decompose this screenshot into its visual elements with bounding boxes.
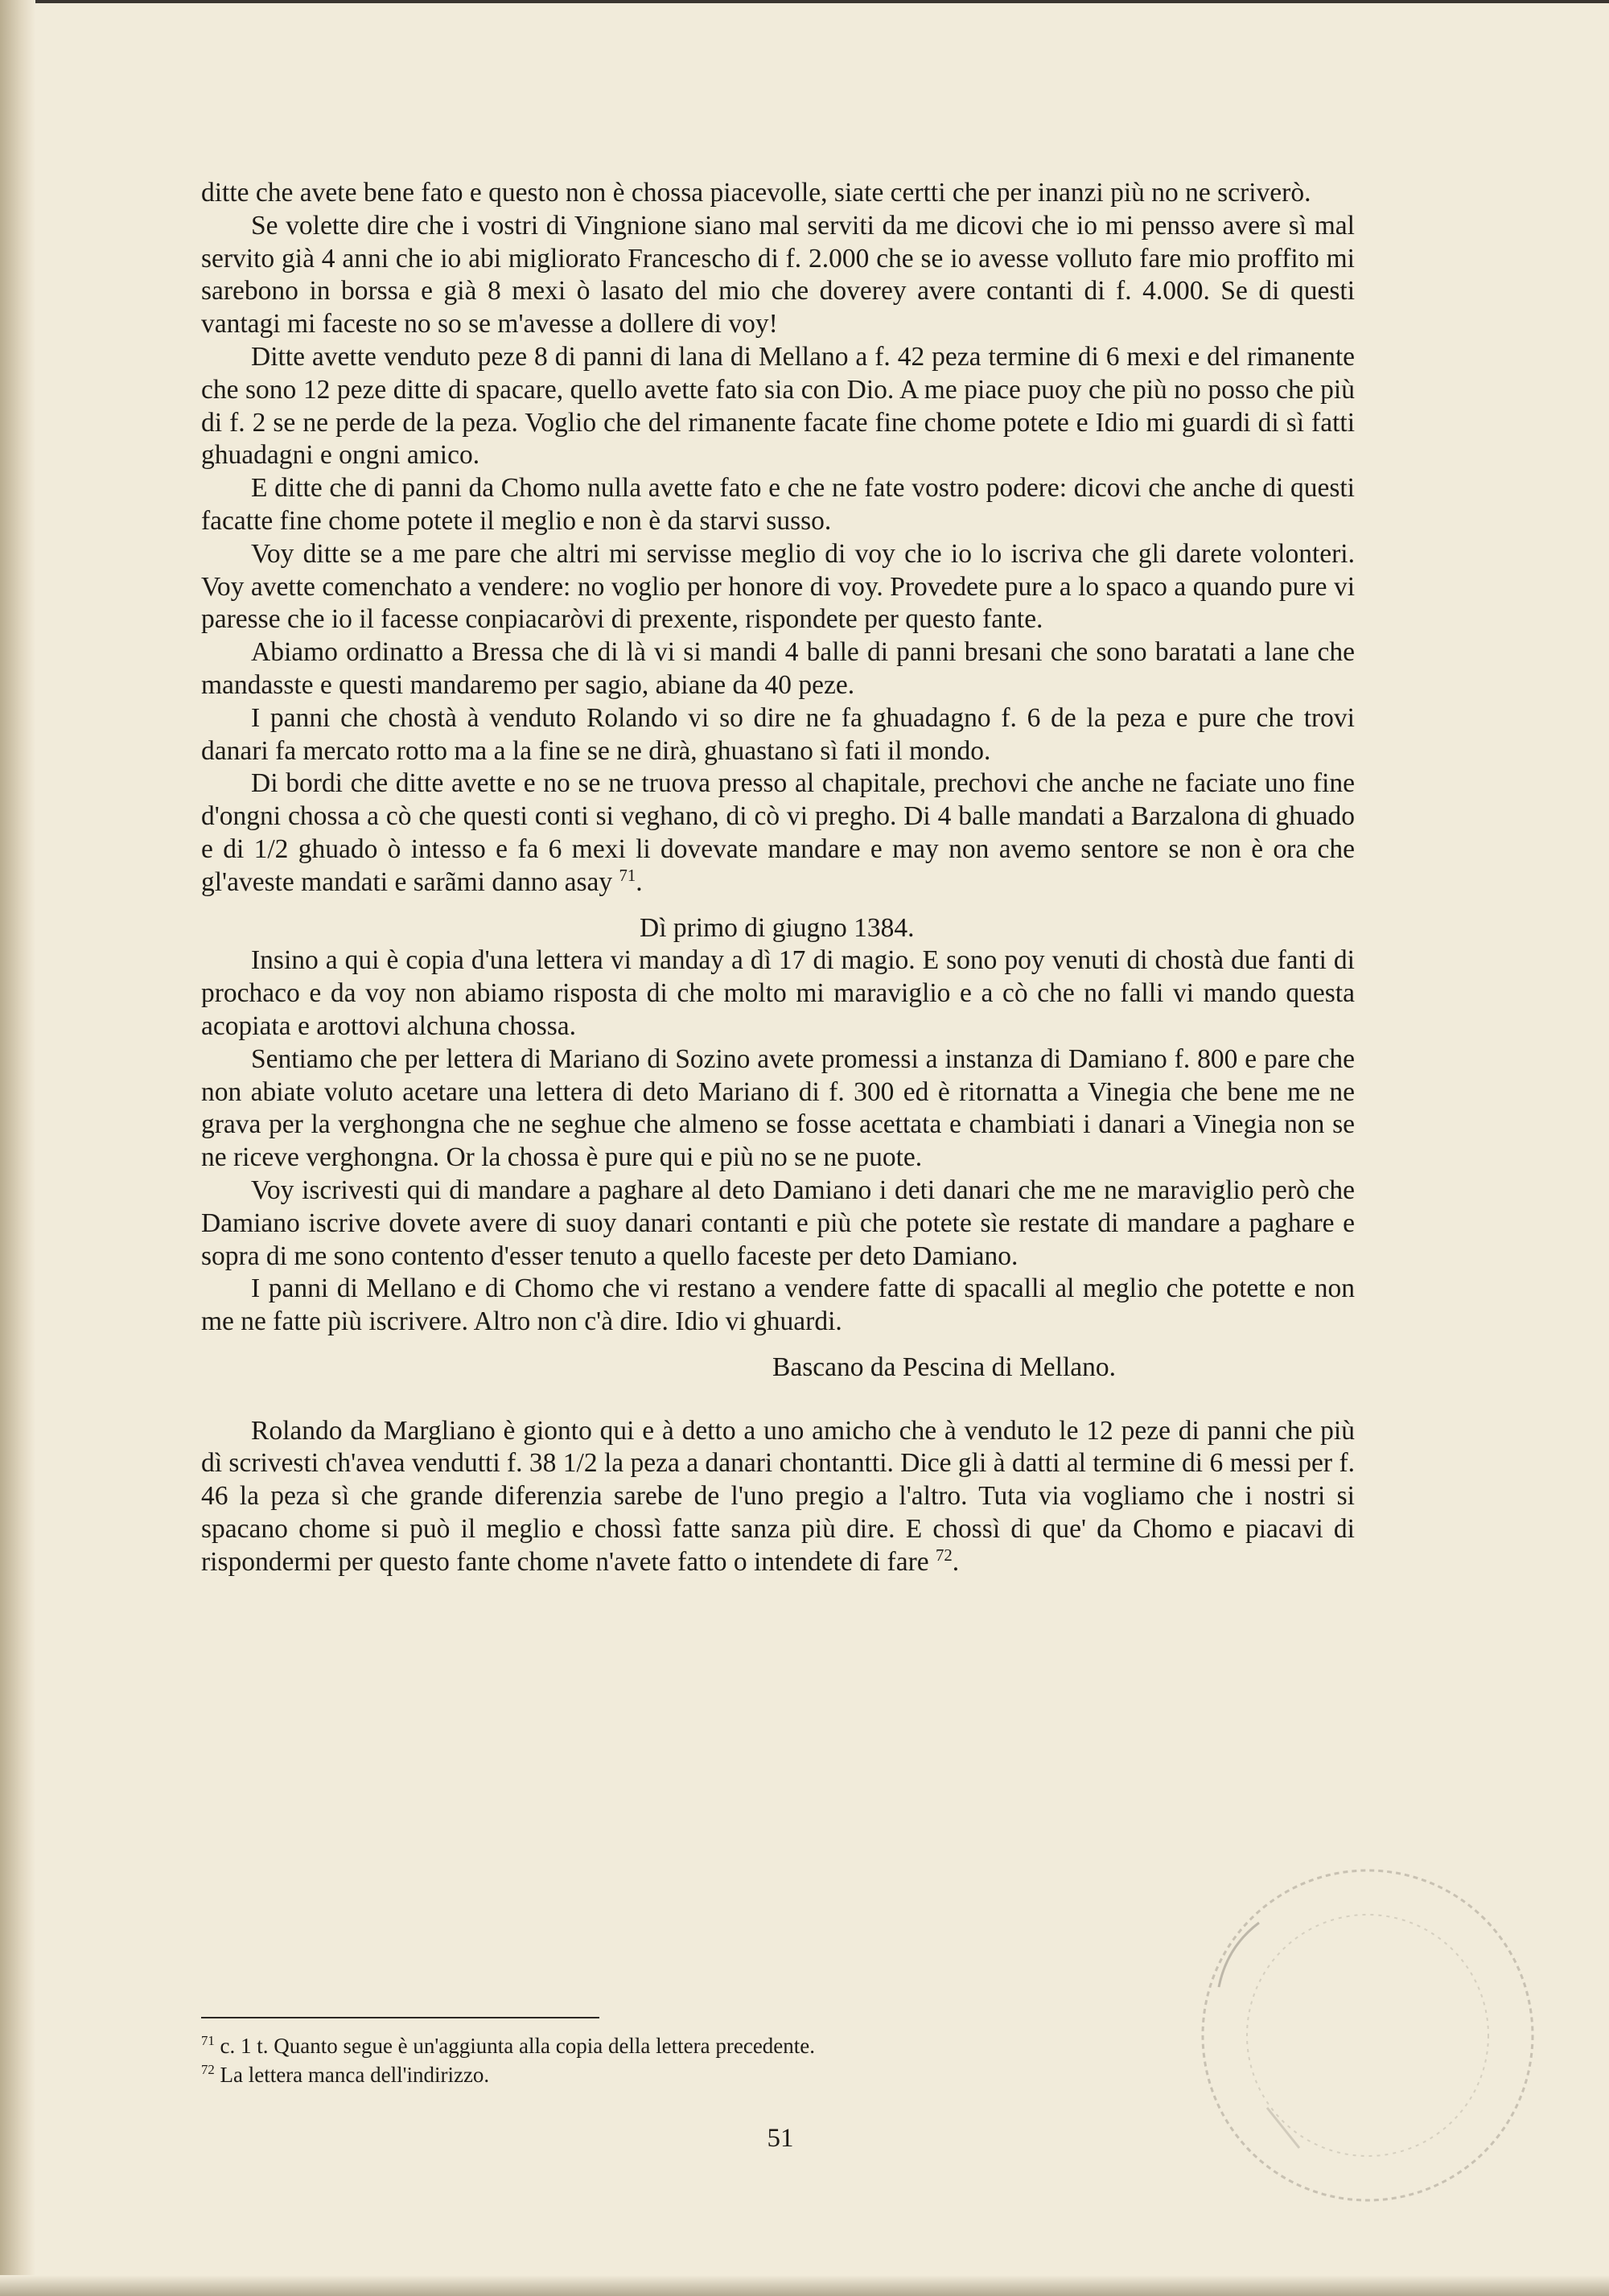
paragraph: I panni di Mellano e di Chomo che vi restano a vendere fatte di spacalli al meglio che potette e non me ne fatte più iscrivere. Altro non c'à dire. Idio vi ghuardi.	[201, 1273, 1355, 1337]
footnote-71	[201, 2031, 1247, 2060]
paragraph: E ditte che di panni da Chomo nulla avette fato e che ne fate vostro podere: dicovi che anche di questi facatte fine chome potete il meglio e non è da starvi susso.	[201, 473, 1355, 536]
page-top-edge	[0, 0, 1609, 3]
signature: Bascano da Pescina di Mellano.	[772, 1352, 1117, 1382]
paragraph-text: Di bordi che ditte avette e no se ne truova presso al chapitale, prechovi che anche ne faciate uno fine d'ongni chossa a cò che questi conti si veghano, di cò vi pregho. Di 4 balle mandati a Barzalona di ghuado e di 1/2 ghuado ò intesso e fa 6 mexi li dovevate mandare e may non avemo sentore se non è ora che gl'aveste mandati e sarãmi danno asay	[201, 768, 1355, 897]
period: .	[636, 866, 643, 897]
paragraph-with-footnote	[201, 767, 1355, 899]
paragraph: Voy ditte se a me pare che altri mi servisse meglio di voy che io lo iscriva che gli darete volonteri. Voy avette comenchato a vendere: no voglio per honore di voy. Provedete pure a lo spaco a quando pure vi paresse che io il facesse conpiacaròvi di prexente, rispondete per questo fante.	[201, 538, 1355, 635]
postscript	[201, 1415, 1355, 1579]
paragraph: Sentiamo che per lettera di Mariano di Sozino avete promessi a instanza di Damiano f. 800 e pare che non abiate voluto acetare una lettera di deto Mariano di f. 300 ed è ritornatta a Vinegia che bene me ne grava per la verghongna che ne seghue che almeno se fosse acettata e chambiati i danari a Vinegia non se ne riceve verghongna. Or la chossa è pure qui e più no se ne puote.	[201, 1043, 1355, 1173]
paragraph-continuation: ditte che avete bene fato e questo non è chossa piacevolle, siate certti che per inanzi più no ne scriverò.	[201, 178, 1311, 208]
date-line: Dì primo di giugno 1384.	[640, 912, 915, 943]
main-text	[201, 177, 1355, 1579]
footnote-ref-71: 71	[619, 866, 636, 885]
faded-stamp-seal	[1171, 1842, 1549, 2228]
period: .	[952, 1546, 960, 1577]
page-bottom-edge	[0, 2275, 1609, 2296]
paragraph: Se volette dire che i vostri di Vingnione siano mal serviti da me dicovi che io mi pensso avere sì mal servito già 4 anni che io abi migliorato Francescho di f. 2.000 che se io avesse volluto fare mio proffito mi sarebono in borssa e già 8 mexi ò lasato del mio che doverey avere contanti di f. 4.000. Se di questi vantagi mi faceste no so se m'avesse a dollere di voy!	[201, 210, 1355, 339]
paragraph: I panni che chostà à venduto Rolando vi so dire ne fa ghuadagno f. 6 de la peza e pure che trovi danari fa mercato rotto ma a la fine se ne dirà, ghuastano sì fati il mondo.	[201, 702, 1355, 766]
footnote-number: 72	[201, 2062, 215, 2077]
footnote-number: 71	[201, 2033, 215, 2048]
footnote-separator	[201, 2017, 599, 2018]
footnote-text: La lettera manca dell'indirizzo.	[220, 2063, 490, 2087]
footnote-ref-72: 72	[935, 1545, 953, 1565]
paragraph: Abiamo ordinatto a Bressa che di là vi si mandi 4 balle di panni bresani che sono baratati a lane che mandasste e questi mandaremo per sagio, abiane da 40 peze.	[201, 637, 1355, 700]
page-gutter-shadow	[0, 0, 35, 2296]
paragraph: Ditte avette venduto peze 8 di panni di lana di Mellano a f. 42 peza termine di 6 mexi e del rimanente che sono 12 peze ditte di spacare, quello avette fato sia con Dio. A me piace puoy che più no posso che più di f. 2 se ne perde de la peza. Voglio che del rimanente facate fine chome potete e Idio mi guardi di sì fatti ghuadagni e ongni amico.	[201, 341, 1355, 471]
footnotes	[201, 2031, 1247, 2089]
footnote-72	[201, 2060, 1247, 2089]
page-number: 51	[767, 2124, 794, 2153]
paragraph: Insino a qui è copia d'una lettera vi manday a dì 17 di magio. E sono poy venuti di chostà due fanti di prochaco e da voy non abiamo risposta di che molto mi maraviglio e a cò che no falli vi mando questa acopiata e arottovi alchuna chossa.	[201, 945, 1355, 1041]
footnote-text: c. 1 t. Quanto segue è un'aggiunta alla copia della lettera precedente.	[220, 2034, 816, 2058]
paragraph: Voy iscrivesti qui di mandare a paghare al deto Damiano i deti danari che me ne maraviglio però che Damiano iscrive dovete avere di suoy danari contanti e più che potete sìe restate di mandare a paghare e sopra di me sono contento d'esser tenuto a quello faceste per deto Damiano.	[201, 1175, 1355, 1271]
postscript-text: Rolando da Margliano è gionto qui e à detto a uno amicho che à venduto le 12 peze di panni che più dì scrivesti ch'avea vendutti f. 38 1/2 la peza a danari chontantti. Dice gli à datti al termine di 6 messi per f. 46 la peza sì che grande diferenzia sarebe de l'uno pregio a l'altro. Tuta via vogliamo che i nostri si spacano chome si può il meglio e chossì fatte sanza più dire. E chossì di que' da Chomo e piacavi di rispondermi per questo fante chome n'avete fatto o intendete di fare	[201, 1415, 1355, 1577]
